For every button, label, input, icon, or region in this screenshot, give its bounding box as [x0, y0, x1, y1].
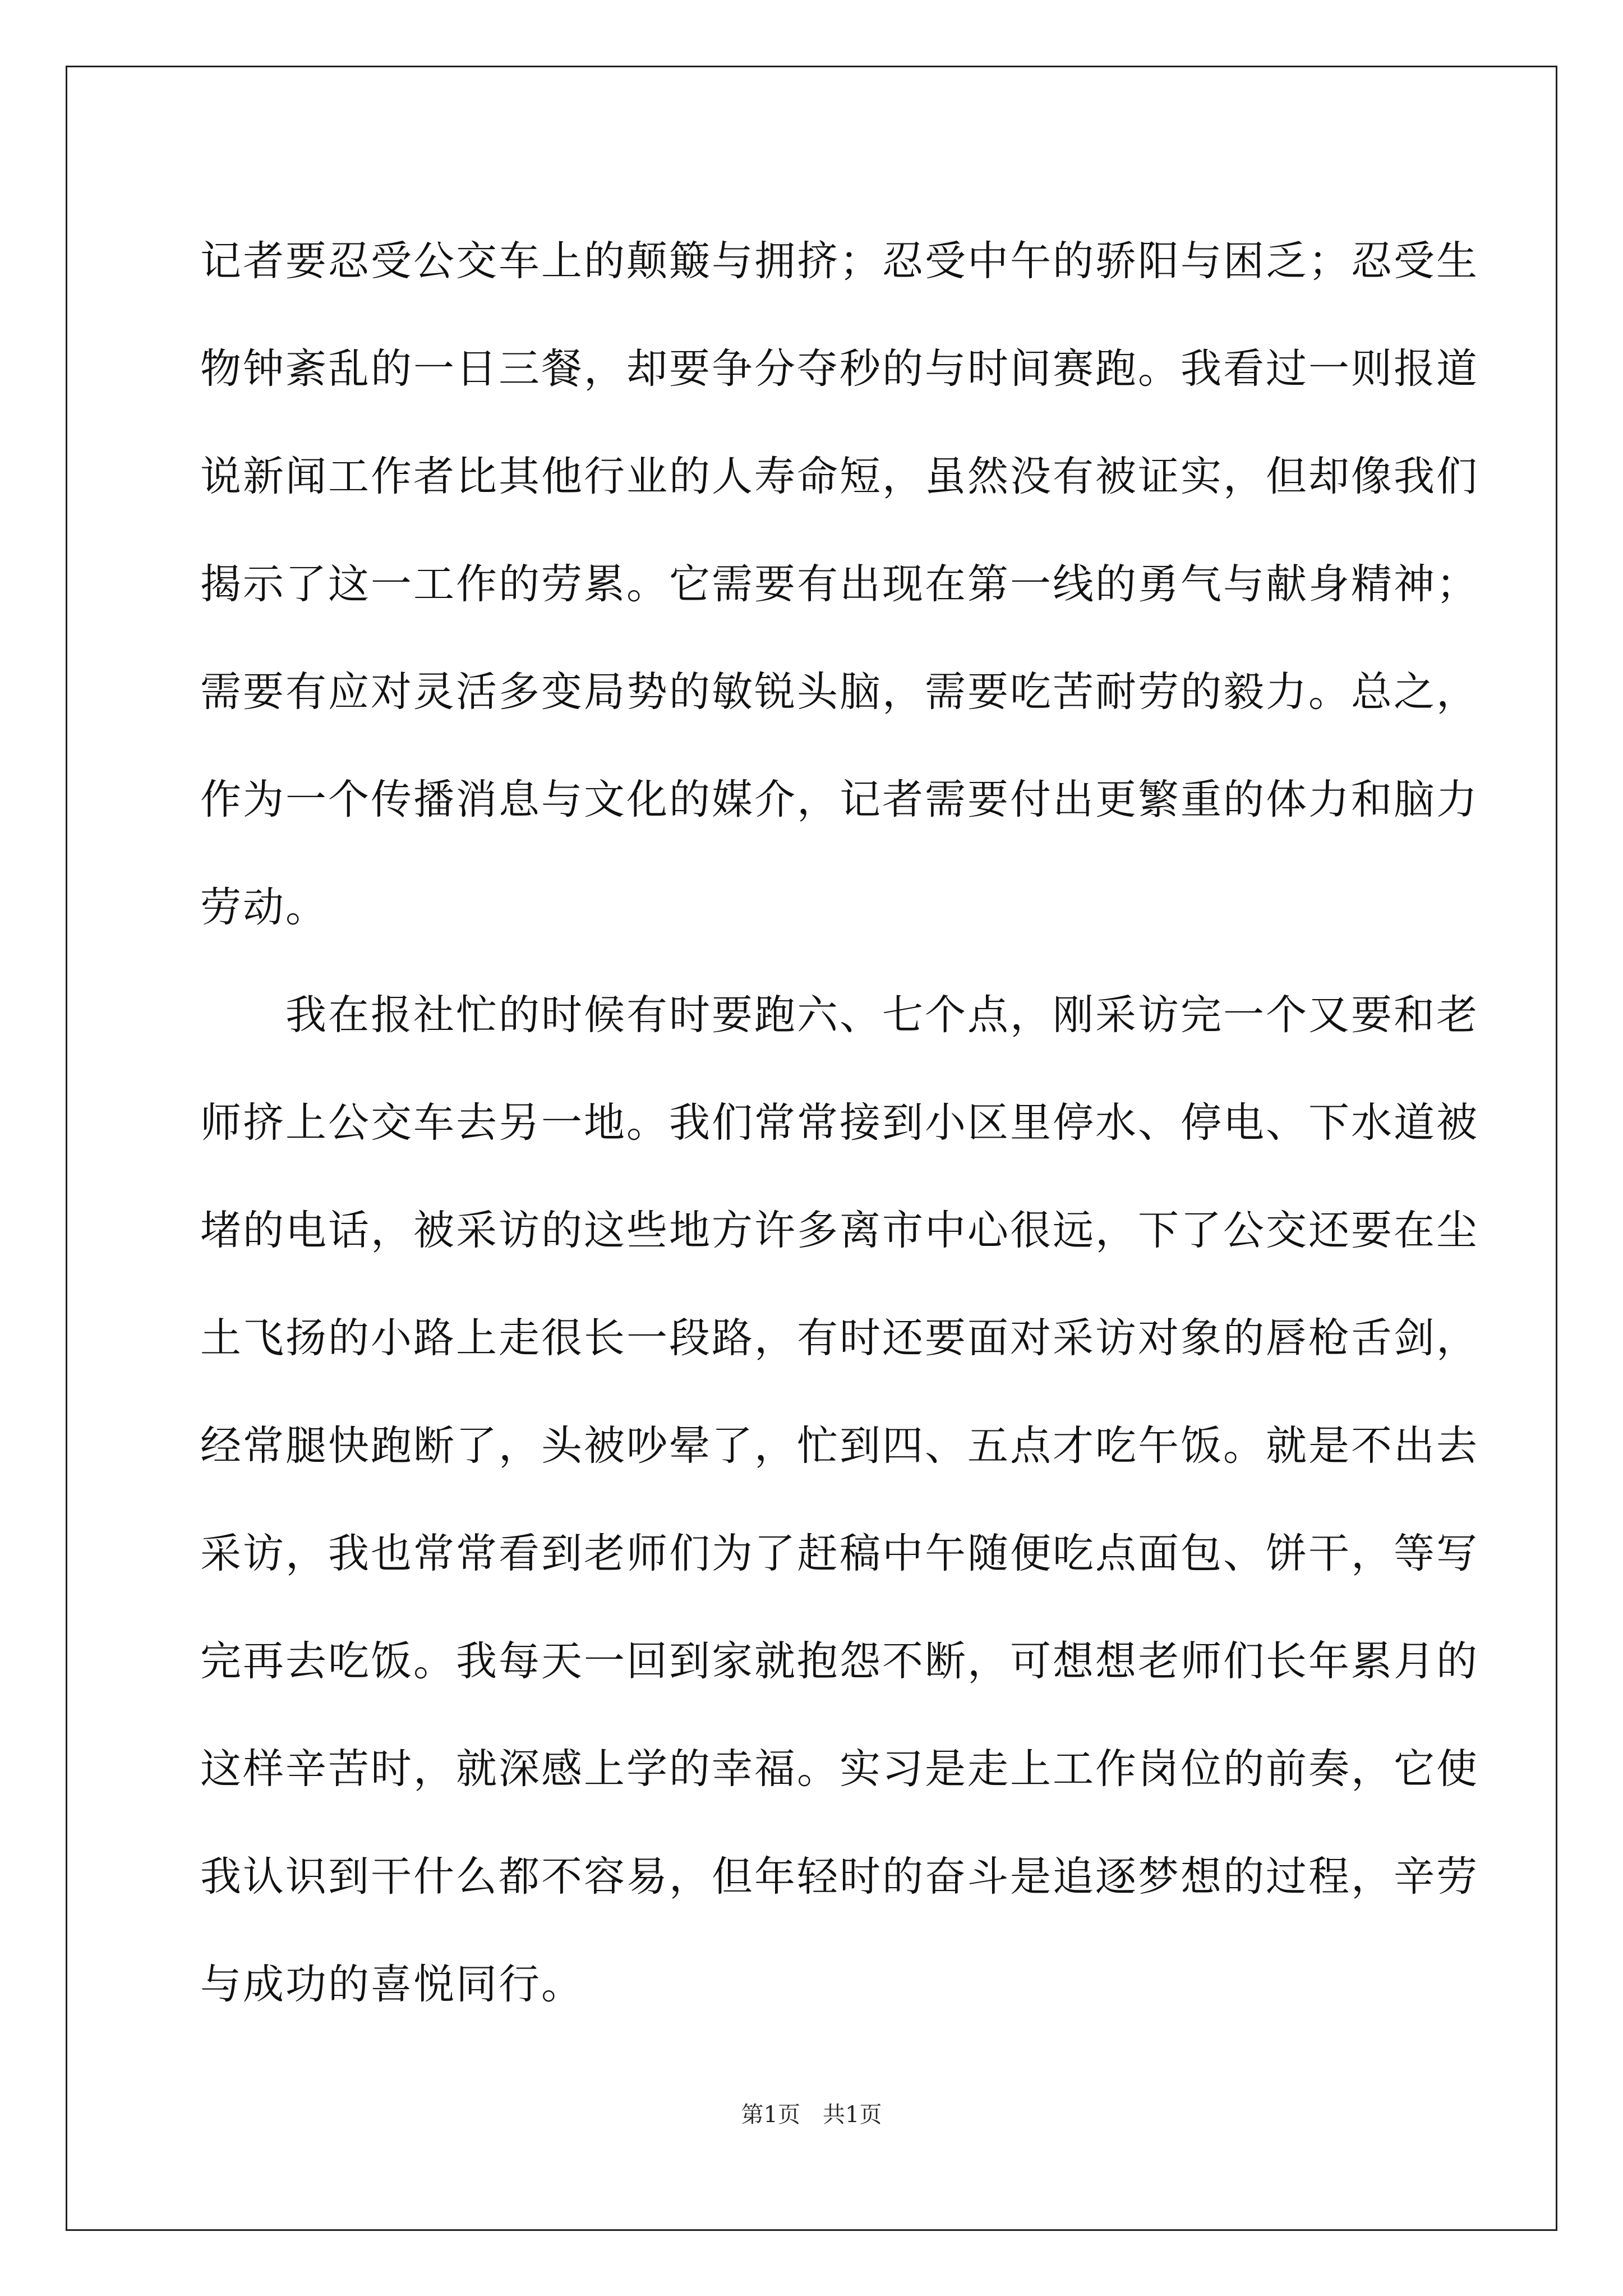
text-line: 完再去吃饭。我每天一回到家就抱怨不断，可想想老师们长年累月的 [200, 1637, 1479, 1685]
text-line: 土飞扬的小路上走很长一段路，有时还要面对采访对象的唇枪舌剑， [200, 1314, 1479, 1362]
text-line: 堵的电话，被采访的这些地方许多离市中心很远，下了公交还要在尘 [200, 1207, 1479, 1254]
page-total: 共1页 [823, 2102, 882, 2128]
text-line: 采访，我也常常看到老师们为了赶稿中午随便吃点面包、饼干，等写 [200, 1530, 1479, 1577]
text-line: 作为一个传播消息与文化的媒介，记者需要付出更繁重的体力和脑力 [200, 776, 1479, 823]
text-line: 揭示了这一工作的劳累。它需要有出现在第一线的勇气与献身精神； [200, 560, 1479, 608]
page-footer [0, 2097, 1623, 2129]
text-line: 说新闻工作者比其他行业的人寿命短，虽然没有被证实，但却像我们 [200, 453, 1479, 500]
text-line: 物钟紊乱的一日三餐，却要争分夺秒的与时间赛跑。我看过一则报道 [200, 345, 1479, 393]
text-line: 与成功的喜悦同行。 [200, 1961, 584, 2008]
text-line: 这样辛苦时，就深感上学的幸福。实习是走上工作岗位的前奏，它使 [200, 1745, 1479, 1793]
text-line: 我认识到干什么都不容易，但年轻时的奋斗是追逐梦想的过程，辛劳 [200, 1853, 1479, 1901]
document-body [200, 208, 1479, 2039]
text-line: 经常腿快跑断了，头被吵晕了，忙到四、五点才吃午饭。就是不出去 [200, 1422, 1479, 1470]
text-line: 我在报社忙的时候有时要跑六、七个点，刚采访完一个又要和老 [200, 991, 1479, 1039]
text-line: 劳动。 [200, 884, 328, 931]
text-line: 师挤上公交车去另一地。我们常常接到小区里停水、停电、下水道被 [200, 1099, 1479, 1147]
text-line: 记者要忍受公交车上的颠簸与拥挤；忍受中午的骄阳与困乏；忍受生 [200, 237, 1479, 285]
page-number: 第1页 [741, 2102, 800, 2128]
text-line: 需要有应对灵活多变局势的敏锐头脑，需要吃苦耐劳的毅力。总之， [200, 668, 1479, 716]
